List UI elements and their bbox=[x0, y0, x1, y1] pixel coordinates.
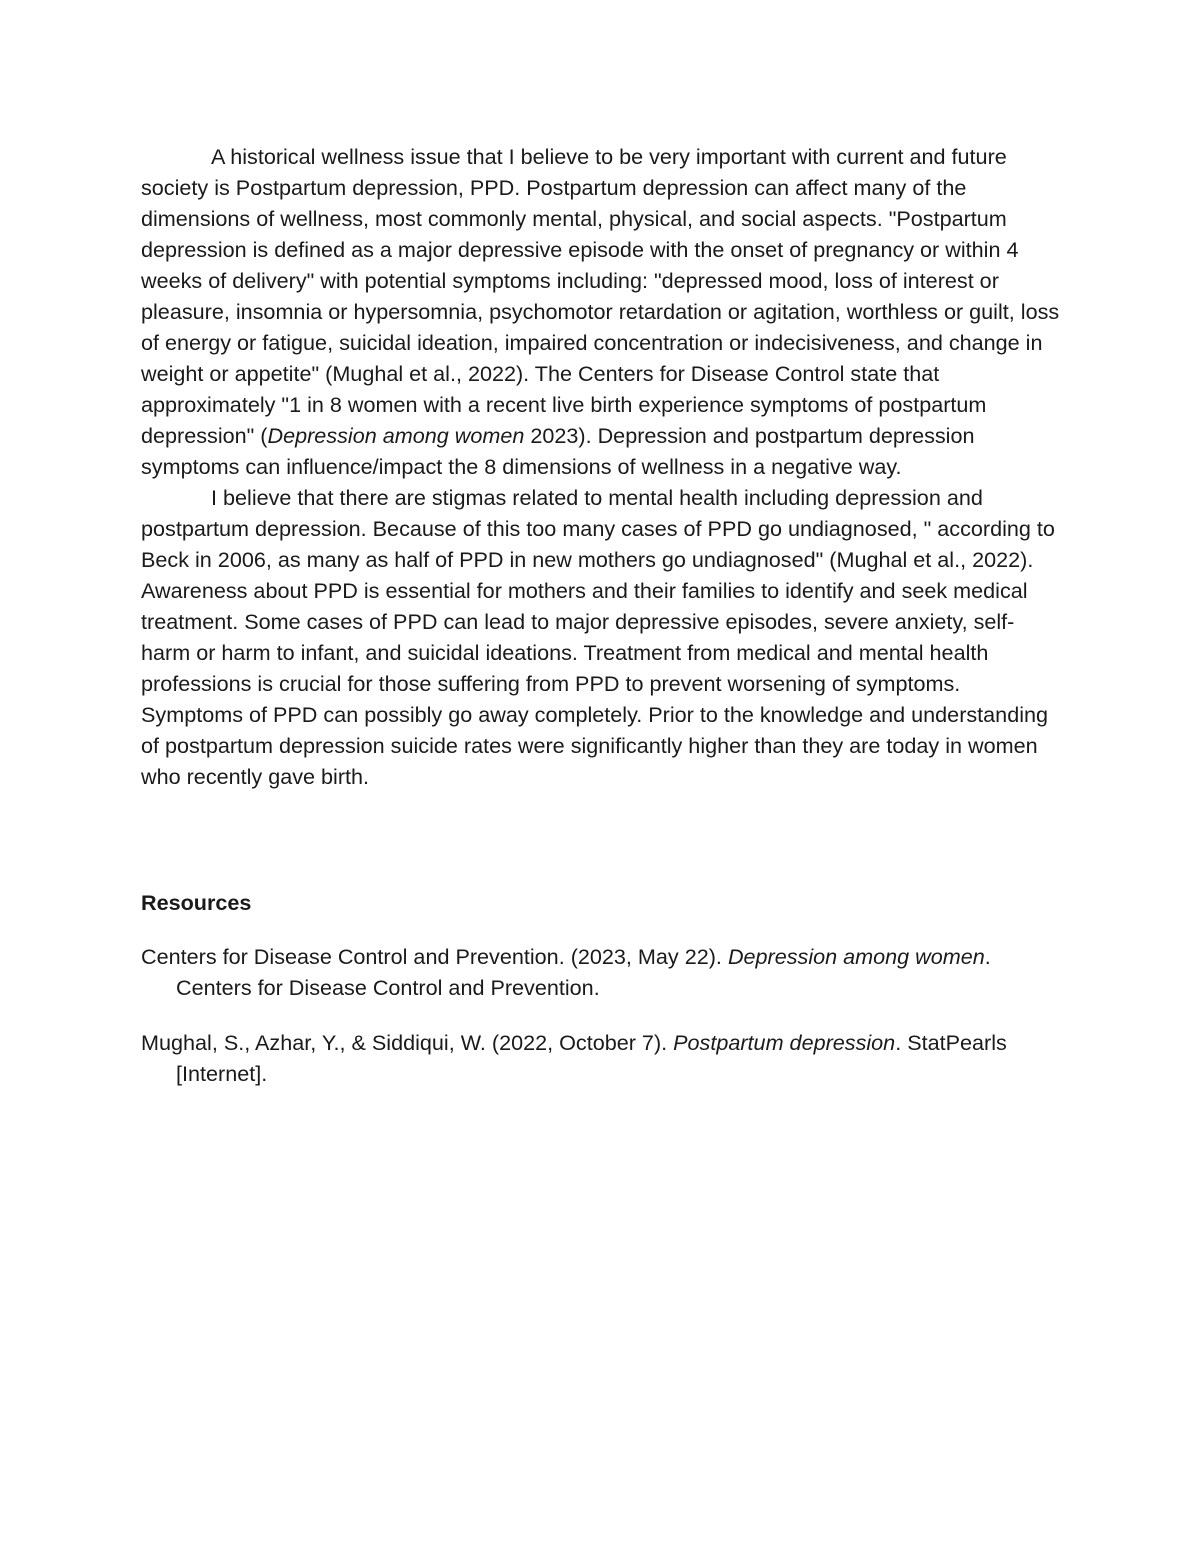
paragraph-2 bbox=[141, 482, 1061, 792]
paragraph-2-text: I believe that there are stigmas related to mental health including depression and postpartum depression. Because of this too many cases of PPD go undiagnosed, " according to Beck in 2006, as many as half of PPD in new mothers go undiagnosed" (Mughal et al., 2022). Awareness about PPD is essential for mothers and their families to identify and seek medical treatment. Some cases of PPD can lead to major depressive episodes, severe anxiety, self-harm or harm to infant, and suicidal ideations. Treatment from medical and mental health professions is crucial for those suffering from PPD to prevent worsening of symptoms. Symptoms of PPD can possibly go away completely. Prior to the knowledge and understanding of postpartum depression suicide rates were significantly higher than they are today in women who recently gave birth. bbox=[141, 485, 1055, 789]
reference-1-text-b: . Centers for Disease Control and Prevention. bbox=[176, 944, 991, 1000]
reference-1-italic-title: Depression among women bbox=[727, 944, 985, 969]
reference-2-text-b: . StatPearls [Internet]. bbox=[176, 1030, 1007, 1086]
reference-item-cdc bbox=[141, 941, 1061, 1003]
reference-2-italic-title: Postpartum depression bbox=[673, 1030, 896, 1055]
reference-1-text-a: Centers for Disease Control and Prevention. (2023, May 22). bbox=[141, 944, 728, 969]
reference-item-mughal bbox=[141, 1027, 1061, 1089]
paragraph-1-text-b: 2023). Depression and postpartum depression symptoms can influence/impact the 8 dimensions of wellness in a negative way. bbox=[141, 423, 975, 479]
paragraph-1-italic-title: Depression among women bbox=[267, 423, 525, 448]
resources-heading: Resources bbox=[141, 890, 252, 915]
essay-body bbox=[141, 141, 1061, 792]
paragraph-1 bbox=[141, 141, 1061, 482]
paragraph-1-text-a: A historical wellness issue that I believe to be very important with current and future society is Postpartum depression, PPD. Postpartum depression can affect many of the dimensions of wellness, most commonly mental, physical, and social aspects. "Postpartum depression is defined as a major depressive episode with the onset of pregnancy or within 4 weeks of delivery" with potential symptoms including: "depressed mood, loss of interest or pleasure, insomnia or hypersomnia, psychomotor retardation or agitation, worthless or guilt, loss of energy or fatigue, suicidal ideation, impaired concentration or indecisiveness, and change in weight or appetite" (Mughal et al., 2022). The Centers for Disease Control state that approximately "1 in 8 women with a recent live birth experience symptoms of postpartum depression" ( bbox=[141, 144, 1060, 448]
reference-list bbox=[141, 941, 1061, 1113]
reference-2-text-a: Mughal, S., Azhar, Y., & Siddiqui, W. (2022, October 7). bbox=[141, 1030, 674, 1055]
